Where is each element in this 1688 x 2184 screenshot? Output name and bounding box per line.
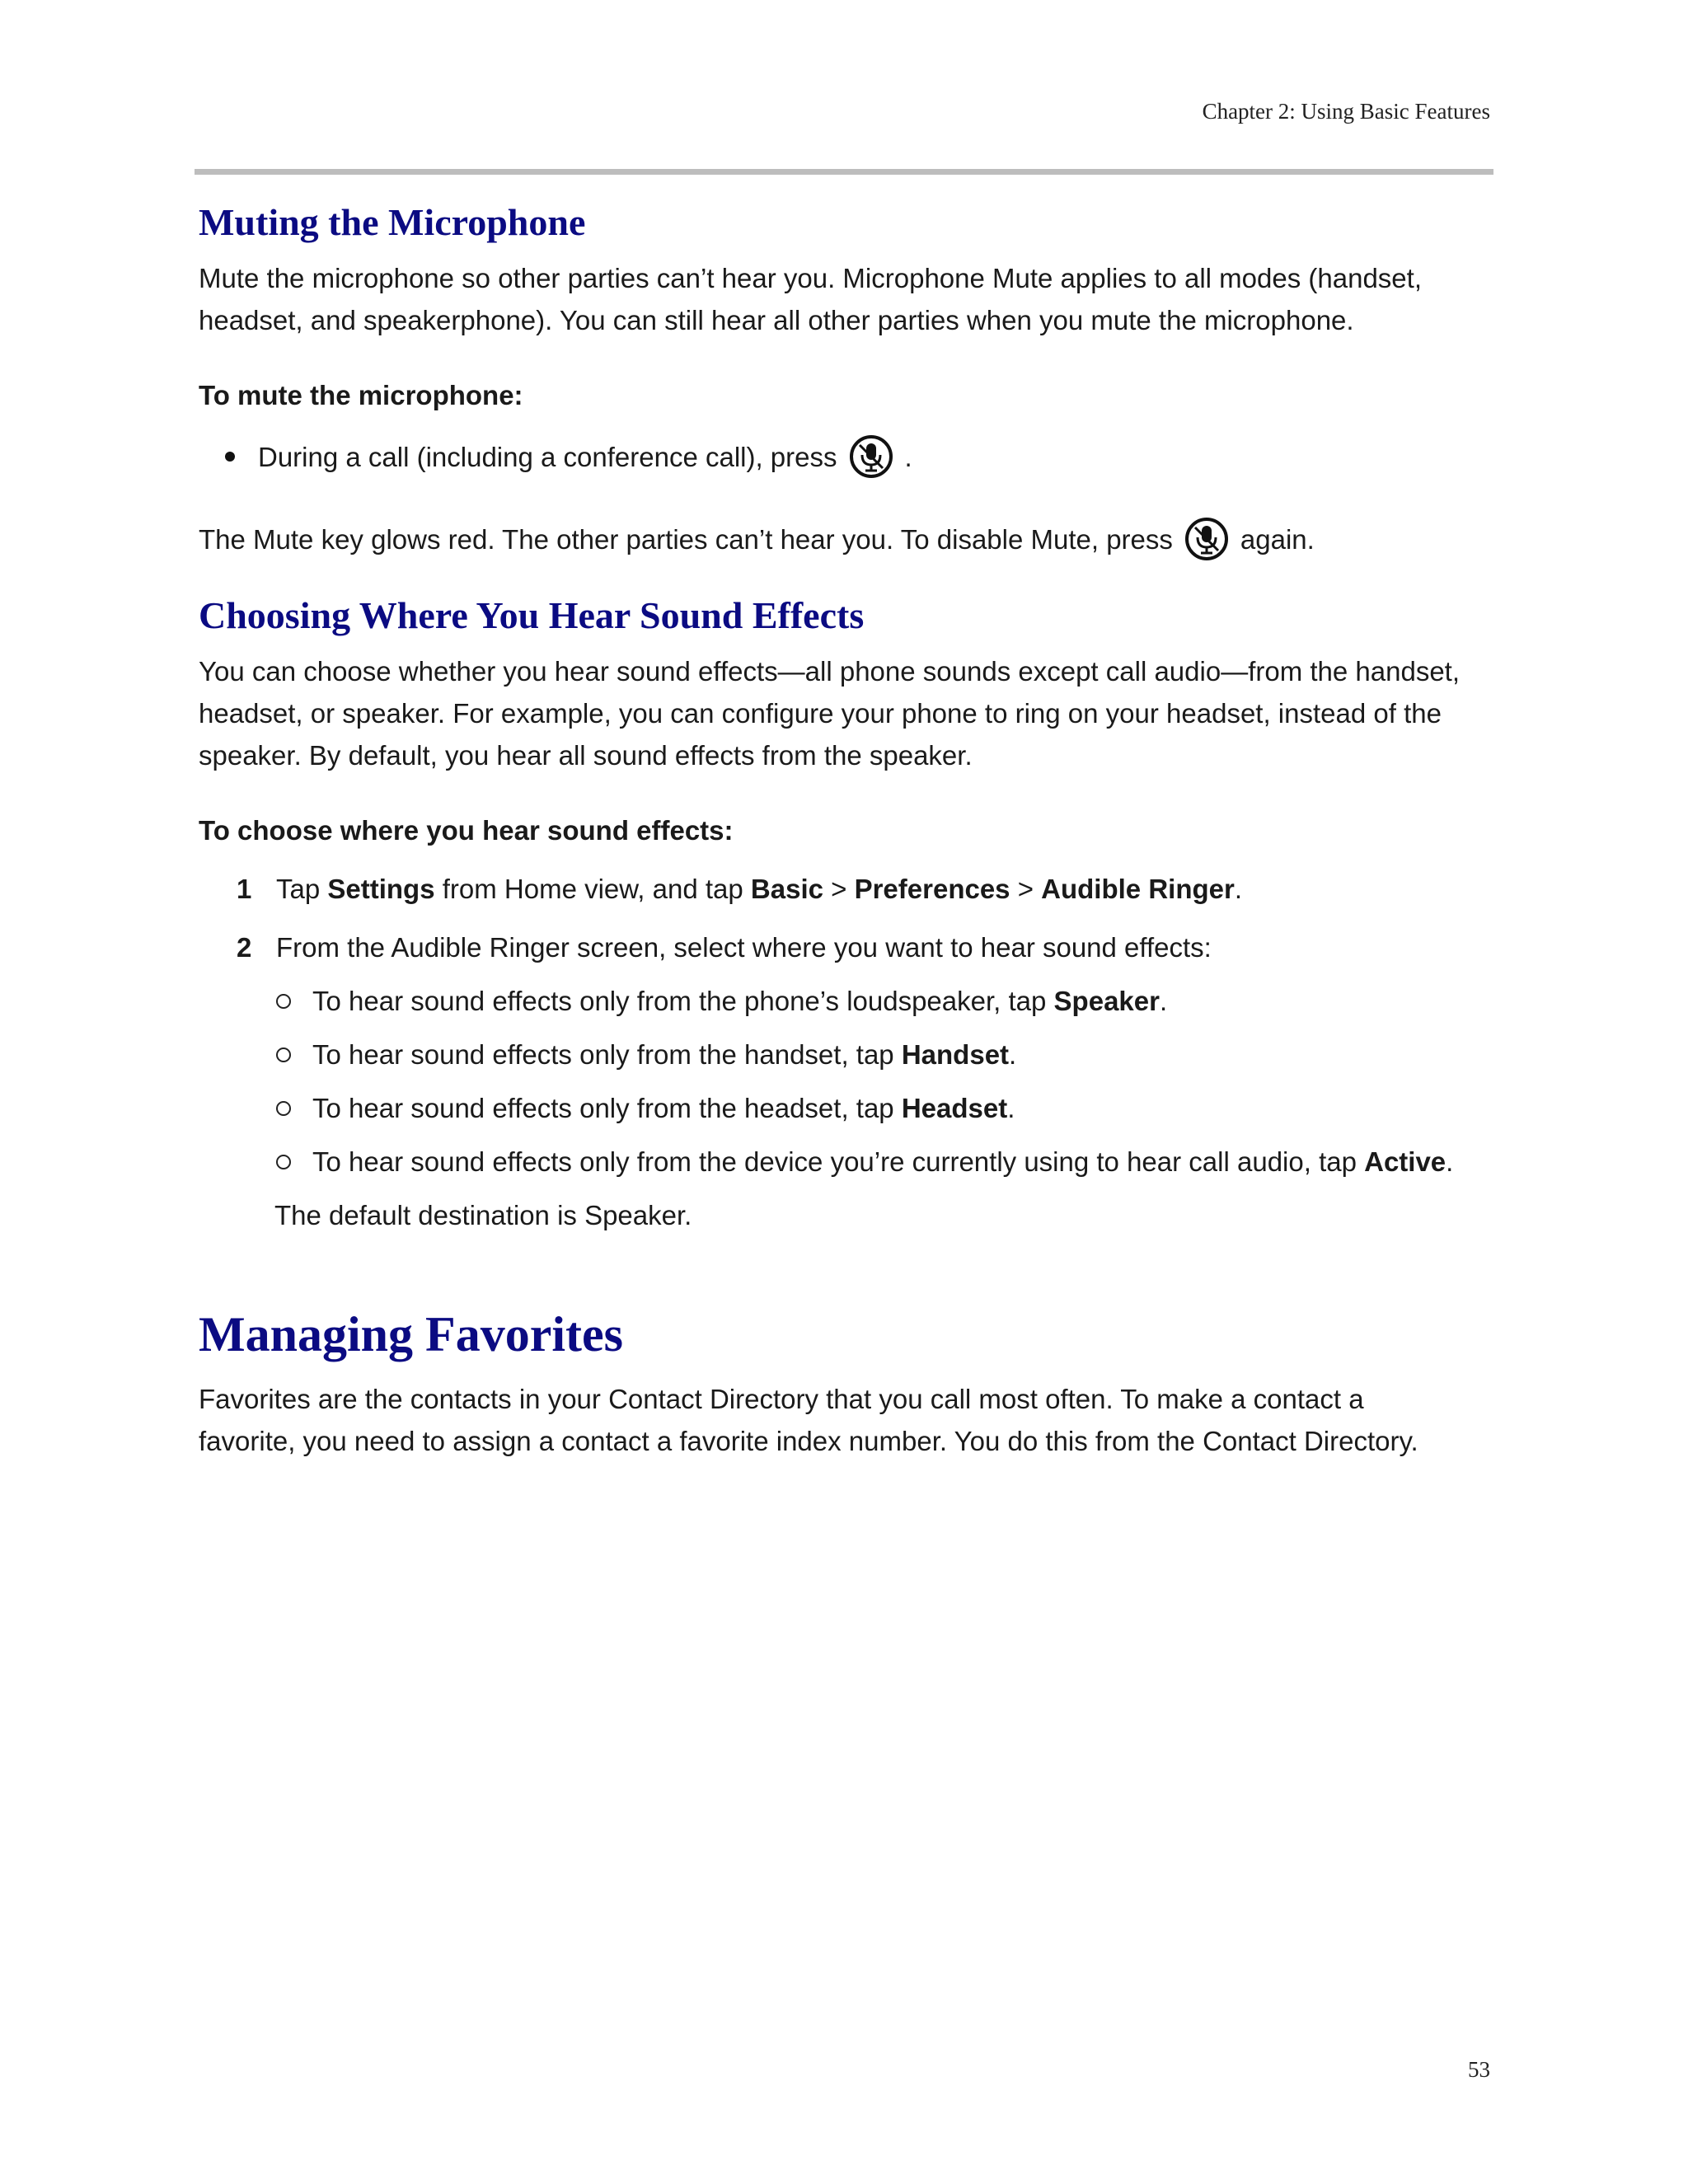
page-number: 53 <box>1468 2057 1490 2082</box>
option-text <box>312 1033 1016 1076</box>
microphone-mute-icon <box>1184 517 1229 561</box>
page-content <box>199 196 1497 1462</box>
ui-term-settings: Settings <box>327 874 435 904</box>
option-end: . <box>1446 1146 1454 1177</box>
microphone-mute-icon <box>849 434 893 479</box>
option-desc: To hear sound effects only from the device you’re currently using to hear call audio, tap <box>312 1146 1365 1177</box>
sound-intro-line-1: You can choose whether you hear sound effects—all phone sounds except call audio—from the handset, <box>199 656 1461 687</box>
step-text: Tap <box>276 874 328 904</box>
option-end: . <box>1009 1039 1017 1070</box>
sound-procedure-title: To choose where you hear sound effects: <box>199 815 734 846</box>
option-desc: To hear sound effects only from the phone’s loudspeaker, tap <box>312 986 1054 1016</box>
ui-term-basic: Basic <box>750 874 823 904</box>
step-text: > <box>823 874 855 904</box>
option-end: . <box>1007 1093 1015 1123</box>
step-number: 1 <box>237 874 252 904</box>
ui-term-headset: Headset <box>901 1093 1008 1123</box>
muting-bullet-text: During a call (including a conference call), press <box>258 441 837 472</box>
step-number: 2 <box>237 932 252 963</box>
ui-term-handset: Handset <box>901 1039 1010 1070</box>
ui-term-active: Active <box>1364 1146 1447 1177</box>
ui-term-preferences: Preferences <box>854 874 1010 904</box>
step-text: > <box>1010 874 1042 904</box>
option-desc: To hear sound effects only from the headset, tap <box>312 1093 902 1123</box>
muting-result <box>199 517 1497 561</box>
muting-procedure-title: To mute the microphone: <box>199 380 523 410</box>
option-active <box>199 1141 1497 1183</box>
muting-result-text: The Mute key glows red. The other parties can’t hear you. To disable Mute, press <box>199 523 1173 555</box>
muting-bullet <box>199 434 1497 479</box>
circle-bullet <box>276 1101 291 1116</box>
muting-intro-line-1: Mute the microphone so other parties can’t hear you. Microphone Mute applies to all modes (handset, <box>199 263 1422 293</box>
muting-result-end: again. <box>1240 523 1315 555</box>
circle-bullet <box>276 1047 291 1062</box>
favorites-intro-line-1: Favorites are the contacts in your Contact Directory that you call most often. To make a contact a <box>199 1384 1364 1414</box>
ui-term-speaker: Speaker <box>1053 986 1160 1016</box>
step-1-text <box>276 868 1242 910</box>
sound-intro-line-2: headset, or speaker. For example, you can configure your phone to ring on your headset, instead of the <box>199 698 1442 729</box>
option-text <box>312 1087 1015 1129</box>
option-end: . <box>1159 986 1168 1016</box>
muting-bullet-end: . <box>904 441 912 472</box>
step-1 <box>199 868 1497 910</box>
sound-intro-line-3: speaker. By default, you hear all sound effects from the speaker. <box>199 740 973 771</box>
running-header: Chapter 2: Using Basic Features <box>1202 99 1490 124</box>
option-headset <box>199 1087 1497 1129</box>
step-2-text: From the Audible Ringer screen, select where you want to hear sound effects: <box>276 932 1212 963</box>
step-text: from Home view, and tap <box>434 874 751 904</box>
option-text <box>312 1141 1453 1183</box>
default-destination-note: The default destination is Speaker. <box>274 1200 692 1230</box>
bullet-dot <box>225 452 235 462</box>
step-2 <box>199 926 1497 968</box>
circle-bullet <box>276 994 291 1009</box>
header-rule <box>195 169 1493 175</box>
section-heading-favorites: Managing Favorites <box>199 1307 623 1361</box>
favorites-intro-line-2: favorite, you need to assign a contact a favorite index number. You do this from the Contact Directory. <box>199 1426 1418 1456</box>
option-speaker <box>199 980 1497 1022</box>
section-heading-sound-effects: Choosing Where You Hear Sound Effects <box>199 594 865 636</box>
step-text: . <box>1234 874 1243 904</box>
ui-term-audible-ringer: Audible Ringer <box>1041 874 1235 904</box>
section-heading-muting: Muting the Microphone <box>199 201 586 243</box>
option-desc: To hear sound effects only from the handset, tap <box>312 1039 902 1070</box>
circle-bullet <box>276 1155 291 1169</box>
option-handset <box>199 1033 1497 1076</box>
option-text <box>312 980 1167 1022</box>
muting-intro-line-2: headset, and speakerphone). You can still hear all other parties when you mute the microphone. <box>199 305 1354 335</box>
